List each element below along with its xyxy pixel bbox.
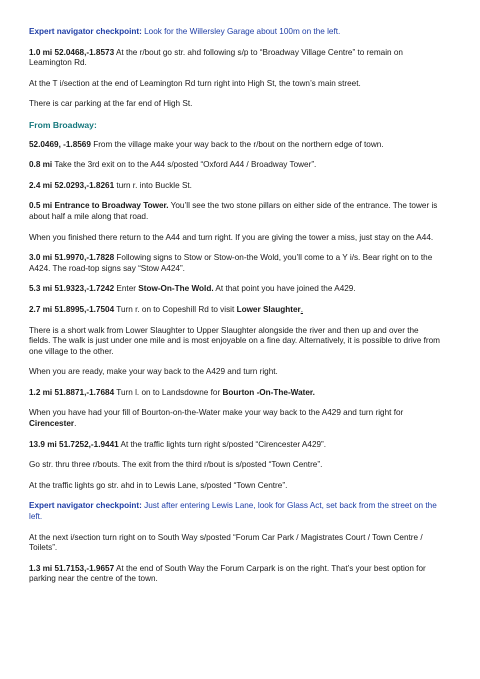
direction-paragraph (29, 160, 440, 171)
body-paragraph (29, 79, 440, 90)
direction-paragraph (29, 284, 440, 295)
body-text: . (74, 419, 77, 429)
direction-distance: 0.8 mi (29, 160, 53, 170)
direction-text: At the r/bout go str. ahd following s/p to “Broadway Village Centre” to remain on Leamington Rd. (29, 47, 403, 68)
direction-distance: 1.3 mi 51.7153,-1.9657 (29, 563, 115, 573)
body-paragraph (29, 99, 440, 110)
direction-paragraph (29, 440, 440, 451)
body-text: Go str. thru three r/bouts. The exit from the third r/bout is s/posted “Town Centre”. (29, 460, 323, 470)
body-paragraph (29, 481, 440, 492)
direction-text: From the village make your way back to the r/bout on the northern edge of town. (90, 139, 384, 149)
direction-distance: 52.0469, -1.8569 (29, 139, 91, 149)
place-name: Bourton -On-The-Water. (222, 387, 315, 397)
checkpoint-label: Expert navigator checkpoint: (29, 501, 142, 511)
direction-paragraph (29, 140, 440, 151)
body-text: At the next i/section turn right on to South Way s/posted “Forum Car Park / Magistrates Court / Town Centre / Toilets”. (29, 532, 423, 553)
direction-paragraph (29, 388, 440, 399)
direction-paragraph (29, 305, 440, 316)
direction-paragraph (29, 564, 440, 585)
body-text: When you are ready, make your way back to the A429 and turn right. (29, 367, 278, 377)
checkpoint-paragraph (29, 27, 440, 38)
place-name: Stow-On-The Wold. (138, 284, 214, 294)
direction-text: Take the 3rd exit on to the A44 s/posted “Oxford A44 / Broadway Tower”. (52, 160, 317, 170)
body-paragraph (29, 233, 440, 244)
direction-paragraph (29, 181, 440, 192)
direction-distance: 3.0 mi 51.9970,-1.7828 (29, 253, 115, 263)
body-text: When you have had your fill of Bourton-on-the-Water make your way back to the A429 and turn right for (29, 408, 404, 418)
direction-distance: 2.7 mi 51.8995,-1.7504 (29, 304, 115, 314)
direction-text: Following signs to Stow or Stow-on-the Wold, you’ll come to a Y i/s. Bear right on to the A424. The road-top signs say “Stow A424”. (29, 253, 433, 273)
direction-distance: 1.2 mi 51.8871,-1.7684 (29, 387, 115, 397)
place-name: Lower Slaughter (236, 304, 301, 314)
body-text: There is car parking at the far end of High St. (29, 99, 193, 109)
direction-text: You’ll see the two stone pillars on either side of the entrance. The tower is about half a mile along that road. (29, 201, 438, 221)
direction-text: At that point you have joined the A429. (213, 284, 356, 294)
body-text: At the traffic lights go str. ahd in to Lewis Lane, s/posted “Town Centre”. (29, 480, 288, 490)
direction-text: At the end of South Way the Forum Carpark is on the right. That’s your best option for parking near the centre of the town. (29, 563, 426, 584)
direction-distance: 1.0 mi 52.0468,-1.8573 (29, 47, 115, 57)
body-paragraph (29, 533, 440, 554)
direction-paragraph (29, 253, 440, 274)
body-paragraph (29, 367, 440, 378)
body-paragraph (29, 460, 440, 471)
checkpoint-text: Look for the Willersley Garage about 100m on the left. (144, 27, 341, 36)
direction-paragraph (29, 201, 440, 222)
direction-paragraph (29, 48, 440, 69)
direction-distance: 5.3 mi 51.9323,-1.7242 (29, 284, 115, 294)
direction-distance: 13.9 mi 51.7252,-1.9441 (29, 439, 119, 449)
checkpoint-paragraph (29, 501, 440, 522)
body-text: At the T i/section at the end of Leamington Rd turn right into High St, the town’s main street. (29, 78, 361, 88)
body-paragraph (29, 326, 440, 358)
direction-text: Turn r. on to Copeshill Rd to visit (114, 304, 237, 314)
direction-text: At the traffic lights turn right s/posted “Cirencester A429”. (118, 439, 327, 449)
direction-text: Turn l. on to Landsdowne for (114, 387, 223, 397)
checkpoint-label: Expert navigator checkpoint: (29, 27, 142, 36)
place-name: Cirencester (29, 419, 75, 429)
direction-text: . (300, 304, 303, 314)
direction-distance: 2.4 mi 52.0293,-1.8261 (29, 180, 115, 190)
section-heading: From Broadway: (29, 119, 97, 130)
body-paragraph (29, 408, 440, 429)
checkpoint-text: Just after entering Lewis Lane, look for Glass Act, set back from the street on the left. (29, 501, 437, 522)
direction-text: Enter (114, 284, 139, 294)
direction-distance: 0.5 mi Entrance to Broadway Tower. (29, 201, 169, 211)
body-text: There is a short walk from Lower Slaughter to Upper Slaughter alongside the river and then up and over the fields. The walk is just under one mile and is most enjoyable on a fine day. Alternatively, it is possible to drive from one village to the other. (29, 325, 440, 356)
direction-text: turn r. into Buckle St. (114, 180, 192, 190)
body-text: When you finished there return to the A44 and turn right. If you are giving the tower a miss, just stay on the A44. (29, 232, 434, 242)
